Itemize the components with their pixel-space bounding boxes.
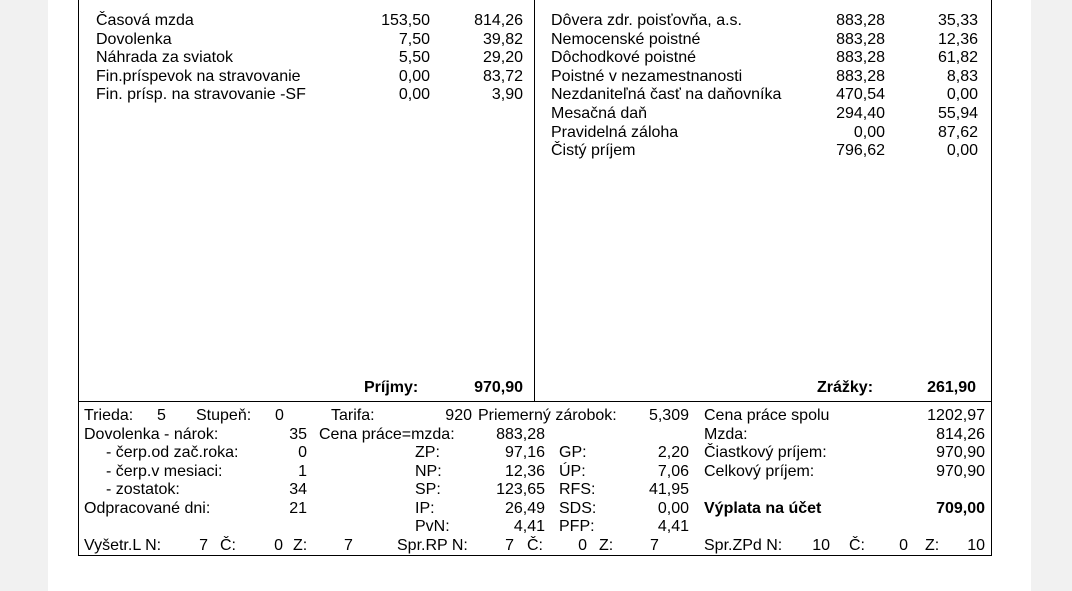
sprzpd-n-value: 10 [812, 537, 830, 554]
deduction-base: 883,28 [836, 67, 885, 85]
sprrp-label: Spr.RP N: [397, 537, 468, 554]
deduction-base: 883,28 [836, 30, 885, 48]
cena-mzda-label: Cena práce=mzda: [319, 426, 455, 443]
deduction-base: 0,00 [853, 123, 885, 141]
deduction-base: 796,62 [836, 142, 885, 160]
deduction-amount: 0,00 [946, 142, 978, 160]
cerp-zac-value: 0 [298, 444, 307, 461]
earning-label: Fin.príspevok na stravovanie [96, 67, 301, 85]
sprrp-z-value: 7 [650, 537, 659, 554]
earning-amount: 39,82 [482, 30, 523, 48]
earning-qty: 0,00 [398, 67, 430, 85]
earning-amount: 814,26 [474, 12, 523, 29]
trieda-label: Trieda: [84, 407, 134, 424]
pfp-label: PFP: [559, 518, 595, 535]
zostatok-value: 34 [289, 481, 307, 498]
section-divider [78, 401, 992, 402]
sprzpd-c-value: 0 [899, 537, 908, 554]
earning-amount: 3,90 [491, 86, 523, 104]
pvn-label: PvN: [415, 518, 450, 535]
vyplata-value: 709,00 [936, 500, 985, 517]
deduction-base: 883,28 [836, 12, 885, 29]
tarifa-value: 920 [445, 407, 472, 424]
odprac-value: 21 [289, 500, 307, 517]
earning-qty: 7,50 [398, 30, 430, 48]
ip-label: IP: [415, 500, 435, 517]
deduction-amount: 12,36 [937, 30, 978, 48]
priemerny-label: Priemerný zárobok: [478, 407, 617, 424]
trieda-value: 5 [157, 407, 166, 424]
gp-label: GP: [559, 444, 587, 461]
income-total-value: 970,90 [474, 379, 523, 396]
sp-value: 123,65 [496, 481, 545, 498]
mzda-value: 814,26 [936, 426, 985, 443]
deductions-total-label: Zrážky: [817, 379, 874, 396]
ciastkovy-label: Čiastkový príjem: [704, 444, 827, 461]
earning-label: Dovolenka [96, 30, 172, 48]
deduction-base: 470,54 [836, 86, 885, 104]
sprzpd-c-label: Č: [849, 537, 865, 554]
pvn-value: 4,41 [513, 518, 545, 535]
sprzpd-z-value: 10 [967, 537, 985, 554]
income-total-label: Príjmy: [364, 379, 419, 396]
deduction-amount: 61,82 [937, 49, 978, 67]
sprrp-c-value: 0 [578, 537, 587, 554]
deduction-label: Čistý príjem [551, 142, 636, 160]
cerp-zac-label: - čerp.od zač.roka: [106, 444, 239, 461]
deduction-label: Dôchodkové poistné [551, 49, 696, 67]
gp-value: 2,20 [657, 444, 689, 461]
deduction-amount: 0,00 [946, 86, 978, 104]
rfs-label: RFS: [559, 481, 596, 498]
sprrp-c-label: Č: [527, 537, 543, 554]
cena-mzda-value: 883,28 [496, 426, 545, 443]
sds-value: 0,00 [657, 500, 689, 517]
deduction-label: Nemocenské poistné [551, 30, 701, 48]
priemerny-value: 5,309 [648, 407, 689, 424]
deduction-label: Mesačná daň [551, 105, 648, 122]
cerp-mes-value: 1 [298, 463, 307, 480]
sp-label: SP: [415, 481, 441, 498]
deduction-amount: 55,94 [937, 105, 978, 122]
zp-value: 97,16 [504, 444, 545, 461]
sprrp-z-label: Z: [599, 537, 614, 554]
np-value: 12,36 [504, 463, 545, 480]
earning-label: Náhrada za sviatok [96, 49, 233, 67]
vysetr-label: Vyšetr.L N: [84, 537, 162, 554]
tarifa-label: Tarifa: [331, 407, 375, 424]
vysetr-z-label: Z: [293, 537, 308, 554]
deduction-label: Nezdaniteľná časť na daňovníka [551, 86, 782, 104]
sprrp-n-value: 7 [505, 537, 514, 554]
earning-label: Fin. prísp. na stravovanie -SF [96, 86, 306, 104]
up-label: ÚP: [559, 463, 586, 480]
ip-value: 26,49 [504, 500, 545, 517]
sds-label: SDS: [559, 500, 597, 517]
earning-amount: 83,72 [482, 67, 523, 85]
pfp-value: 4,41 [657, 518, 689, 535]
deduction-base: 883,28 [836, 49, 885, 67]
mzda-label: Mzda: [704, 426, 748, 443]
dovolenka-narok-value: 35 [289, 426, 307, 443]
vyplata-label: Výplata na účet [704, 500, 822, 517]
deduction-amount: 35,33 [937, 12, 978, 29]
earning-qty: 153,50 [381, 12, 430, 29]
ciastkovy-value: 970,90 [936, 444, 985, 461]
earning-qty: 5,50 [398, 49, 430, 67]
deductions-total-value: 261,90 [927, 379, 976, 396]
vysetr-c-value: 0 [274, 537, 283, 554]
cerp-mes-label: - čerp.v mesiaci: [106, 463, 223, 480]
earning-qty: 0,00 [398, 86, 430, 104]
deduction-label: Poistné v nezamestnanosti [551, 67, 743, 85]
dovolenka-narok-label: Dovolenka - nárok: [84, 426, 219, 443]
deduction-label: Pravidelná záloha [551, 123, 679, 141]
stupen-label: Stupeň: [196, 407, 252, 424]
deduction-amount: 87,62 [937, 123, 978, 141]
sprzpd-label: Spr.ZPd N: [704, 537, 783, 554]
vysetr-c-label: Č: [220, 537, 236, 554]
sprzpd-z-label: Z: [925, 537, 940, 554]
zp-label: ZP: [415, 444, 440, 461]
deduction-amount: 8,83 [946, 67, 978, 85]
celkovy-label: Celkový príjem: [704, 463, 815, 480]
deduction-base: 294,40 [836, 105, 885, 122]
vysetr-z-value: 7 [344, 537, 353, 554]
up-value: 7,06 [657, 463, 689, 480]
earning-amount: 29,20 [482, 49, 523, 67]
stupen-value: 0 [275, 407, 284, 424]
cena-spolu-label: Cena práce spolu [704, 407, 830, 424]
earning-label: Časová mzda [96, 12, 194, 29]
vysetr-n-value: 7 [199, 537, 208, 554]
zostatok-label: - zostatok: [106, 481, 180, 498]
odprac-label: Odpracované dni: [84, 500, 211, 517]
rfs-value: 41,95 [648, 481, 689, 498]
cena-spolu-value: 1202,97 [927, 407, 985, 424]
celkovy-value: 970,90 [936, 463, 985, 480]
np-label: NP: [415, 463, 442, 480]
deduction-label: Dôvera zdr. poisťovňa, a.s. [551, 12, 742, 29]
column-divider [534, 0, 535, 401]
